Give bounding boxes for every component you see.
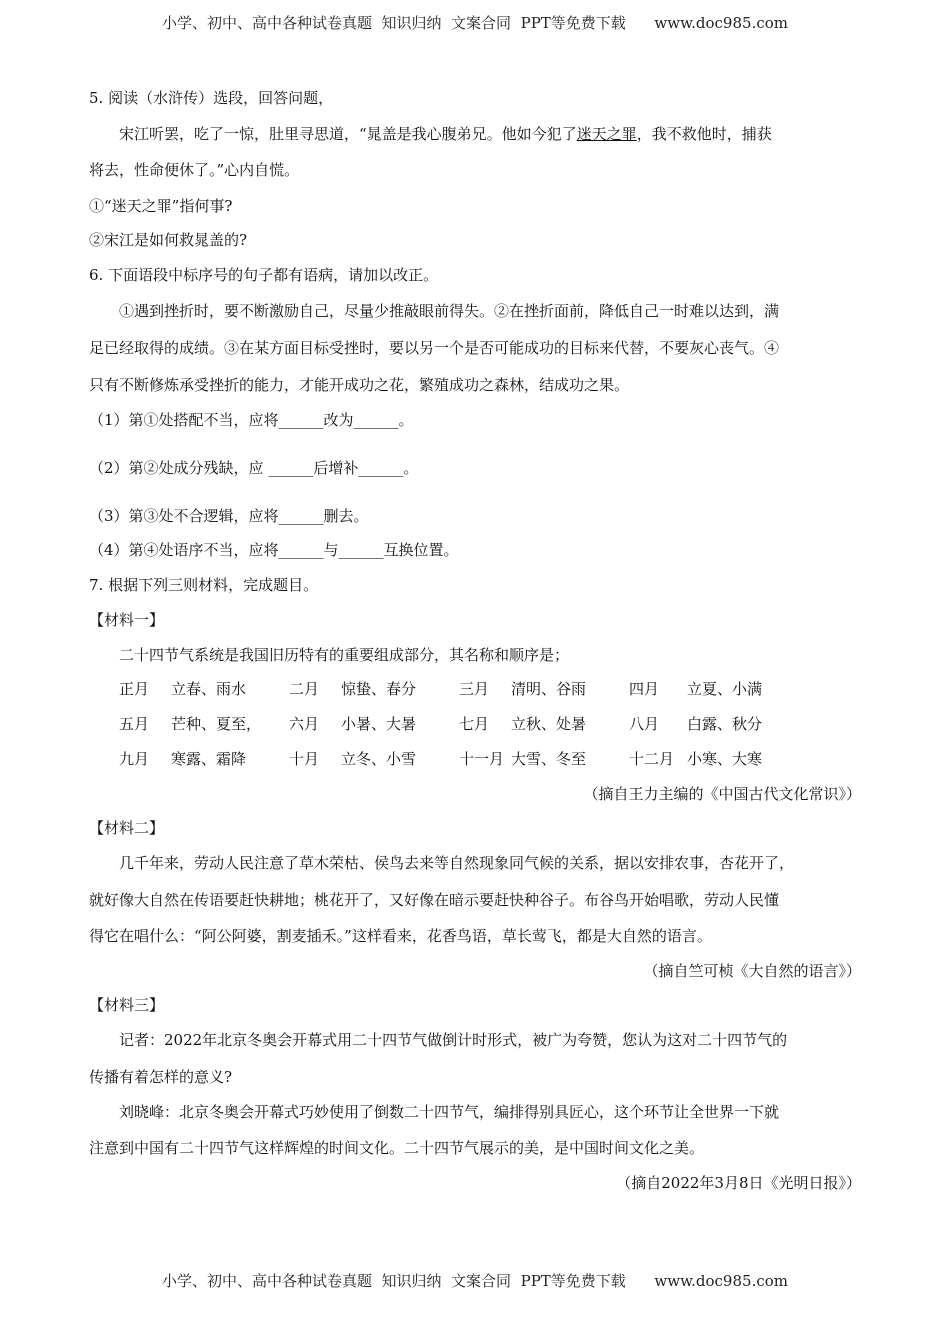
q6-sub3: （3）第③处不合逻辑，应将______删去。 (89, 507, 369, 525)
month-cell: 六月 (289, 715, 320, 733)
terms-cell: 芒种、夏至， (171, 715, 262, 733)
q7-material1-label: 【材料一】 (89, 611, 165, 629)
page-footer: 小学、初中、高中各种试卷真题 知识归纳 文案合同 PPT等免费下载 www.doc985.com (161, 1272, 788, 1290)
month-cell: 三月 (459, 680, 490, 698)
terms-cell: 惊蛰、春分 (341, 680, 417, 698)
solar-terms-row (119, 679, 797, 714)
q6-para-line2: 足已经取得的成绩。③在某方面目标受挫时，要以另一个是否可能成功的目标来代替，不要灰心丧气。④ (89, 339, 780, 357)
terms-cell: 寒露、霜降 (171, 750, 247, 768)
q6-title: 6. 下面语段中标序号的句子都有语病，请加以改正。 (89, 266, 439, 284)
q5-passage-line2: 将去，性命便休了。”心内自慌。 (89, 161, 300, 179)
terms-cell: 大雪、冬至 (511, 750, 587, 768)
q7-title: 7. 根据下列三则材料，完成题目。 (89, 576, 319, 594)
terms-cell: 小寒、大寒 (687, 750, 763, 768)
solar-terms-row (119, 714, 797, 749)
terms-cell: 立春、雨水 (171, 680, 247, 698)
q7-material2-label: 【材料二】 (89, 819, 165, 837)
terms-cell: 立秋、处暑 (511, 715, 587, 733)
solar-terms-row (119, 749, 797, 784)
q7-material1-intro: 二十四节气系统是我国旧历特有的重要组成部分，其名称和顺序是； (119, 646, 570, 664)
page-header: 小学、初中、高中各种试卷真题 知识归纳 文案合同 PPT等免费下载 www.doc985.com (161, 14, 788, 32)
month-cell: 二月 (289, 680, 320, 698)
month-cell: 五月 (119, 715, 150, 733)
month-cell: 四月 (629, 680, 660, 698)
q5-passage-line1 (89, 124, 772, 144)
q6-para-line1: ①遇到挫折时，要不断激励自己，尽量少推敲眼前得失。②在挫折面前，降低自己一时难以达到，满 (119, 302, 780, 320)
q7-material3-line1: 记者：2022年北京冬奥会开幕式用二十四节气做倒计时形式，被广为夸赞，您认为这对二十四节气的 (119, 1031, 788, 1049)
q7-material3-line3: 刘晓峰：北京冬奥会开幕式巧妙使用了倒数二十四节气，编排得别具匠心，这个环节让全世界一下就 (119, 1103, 780, 1121)
month-cell: 九月 (119, 750, 150, 768)
q7-material3-line4: 注意到中国有二十四节气这样辉煌的时间文化。二十四节气展示的美，是中国时间文化之美。 (89, 1139, 705, 1157)
solar-terms-table (89, 679, 797, 784)
q7-material2-line3: 得它在唱什么：“阿公阿婆，割麦插禾。”这样看来，花香鸟语，草长莺飞，都是大自然的语言。 (89, 927, 712, 945)
q6-sub4: （4）第④处语序不当，应将______与______互换位置。 (89, 541, 459, 559)
month-cell: 十二月 (629, 750, 675, 768)
q7-material3-source: （摘自2022年3月8日《光明日报》） (616, 1174, 861, 1192)
q7-material1-source: （摘自王力主编的《中国古代文化常识》） (583, 785, 861, 803)
month-cell: 正月 (119, 680, 150, 698)
q7-material3-line2: 传播有着怎样的意义? (89, 1068, 233, 1086)
q5-passage-a: 宋江听罢，吃了一惊，肚里寻思道，“晁盖是我心腹弟兄。他如今犯了 (119, 125, 577, 143)
terms-cell: 立冬、小雪 (341, 750, 417, 768)
month-cell: 八月 (629, 715, 660, 733)
month-cell: 七月 (459, 715, 490, 733)
q6-sub2: （2）第②处成分残缺，应 ______后增补______。 (89, 459, 419, 477)
terms-cell: 小暑、大暑 (341, 715, 417, 733)
q7-material2-line1: 几千年来，劳动人民注意了草木荣枯、侯鸟去来等自然现象同气候的关系，据以安排农事，杏花开了， (119, 854, 795, 872)
q5-passage-b: ，我不救他时，捕获 (636, 125, 772, 143)
q6-sub1: （1）第①处搭配不当，应将______改为______。 (89, 411, 414, 429)
q7-material2-line2: 就好像大自然在传语要赶快耕地；桃花开了，又好像在暗示要赶快种谷子。布谷鸟开始唱歌，劳动人民懂 (89, 891, 780, 909)
q5-title: 5. 阅读（水浒传）选段，回答问题， (89, 89, 334, 107)
q6-para-line3: 只有不断修炼承受挫折的能力，才能开成功之花，繁殖成功之森林，结成功之果。 (89, 376, 630, 394)
q5-passage-underlined: 迷天之罪 (576, 125, 637, 143)
q5-sub1: ①“迷天之罪”指何事? (89, 197, 233, 215)
q7-material2-source: （摘自竺可桢《大自然的语言》） (643, 962, 861, 980)
q5-sub2: ②宋江是如何救晁盖的? (89, 231, 248, 249)
terms-cell: 清明、谷雨 (511, 680, 587, 698)
q7-material3-label: 【材料三】 (89, 996, 165, 1014)
terms-cell: 白露、秋分 (687, 715, 763, 733)
month-cell: 十一月 (459, 750, 505, 768)
terms-cell: 立夏、小满 (687, 680, 763, 698)
month-cell: 十月 (289, 750, 320, 768)
